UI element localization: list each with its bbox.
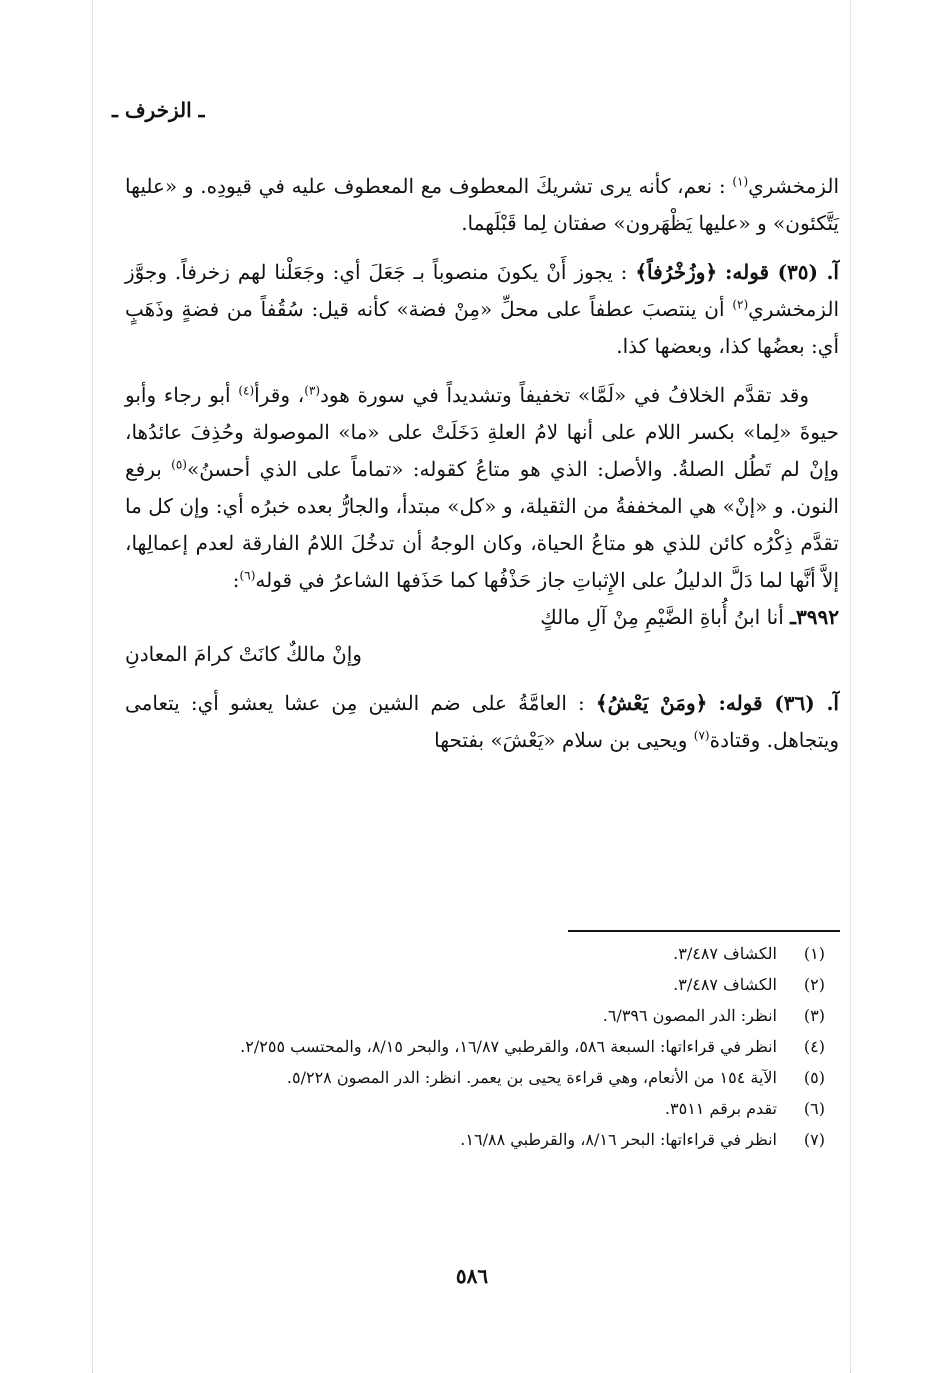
footnote-ref: (٧) xyxy=(693,728,710,743)
page-number: ٥٨٦ xyxy=(455,1264,489,1288)
paragraph-3: وقد تقدَّم الخلافُ في «لَمَّا» تخفيفاً وتشديداً في سورة هود$^{(٣)}$، وقرأ$^{(٤)}$ أبو رجاء وأبو حيوةَ «لِما» بكسر اللام على أنها لامُ العلةِ دَخَلَتْ على «ما» الموصولة وحُذِفَ عائدُها، وإنْ لم تَطُل الصلةُ. والأصل: الذي هو متاعُ كقوله: «تماماً على الذي أحسنُ»$^{(٥)}$ برفع النون. و «إنْ» هي المخففةُ من الثقيلة، و «كل» مبتدأ، والجارُّ بعده خبرُه أي: وإن كل ما تقدَّم ذِكْرُه كائن للذي هو متاعُ الحياة، وكان الوجهُ أن تدخُلَ اللامُ الفارقة لعدم إعمالِها، إلاَّ أنَّها لما دَلَّ الدليلُ على الإِثباتِ جاز حَذْفُها كما حَذَفها الشاعرُ في قوله$^{(٦)}$: xyxy=(125,383,839,592)
footnote: (١) الكشاف ٣/٤٨٧. xyxy=(673,944,825,963)
paragraph-verse-36: آ. (٣٦) قوله: ﴿ومَنْ يَعْشُ﴾ : العامَّةُ على ضم الشين مِن عشا يعشو أي: يتعامى ويتجاهل. وقتادة$^{(٧)}$ ويحيى بن سلام «يَعْشَ» بفتحها xyxy=(125,691,839,752)
running-head: ـ الزخرف ـ xyxy=(112,98,205,122)
quran-lemma: ﴿ومَنْ يَعْشُ﴾ xyxy=(595,691,708,715)
footnote-ref: (٥) xyxy=(171,457,187,472)
paragraph-verse-35: آ. (٣٥) قوله: ﴿وزُخْرُفاً﴾ : يجوز أَنْ يكونَ منصوباً بـ جَعَلَ أي: وجَعَلْنا لهم زخرفاً. وجوَّز الزمخشري$^{(٢)}$ أن ينتصبَ عطفاً على محلِّ «مِنْ فضة» كأنه قيل: سُقُفاً من فضةٍ وذَهَبٍ أي: بعضُها كذا، وبعضها كذا. xyxy=(125,260,839,358)
footnote: (٤) انظر في قراءاتها: السبعة ٥٨٦، والقرطبي ١٦/٨٧، والبحر ٨/١٥، والمحتسب ٢/٢٥٥. xyxy=(240,1037,825,1056)
verse-marker: آ. (٣٥) قوله: xyxy=(725,260,839,284)
footnote-ref: (٦) xyxy=(239,568,256,583)
footnote: (٧) انظر في قراءاتها: البحر ٨/١٦، والقرطبي ١٦/٨٨. xyxy=(460,1130,825,1149)
footnote: (٢) الكشاف ٣/٤٨٧. xyxy=(673,975,825,994)
verse-line-2: وإنْ مالكٌ كانَتْ كرامَ المعادنِ xyxy=(125,642,362,666)
main-text xyxy=(125,168,839,759)
scan-guide-line xyxy=(850,0,851,1373)
poem-verse xyxy=(125,599,839,673)
verse-line-1: ٣٩٩٢ـ أنا ابنُ أُباةِ الضَّيْمِ مِنْ آلِ مالكٍ xyxy=(540,605,839,629)
scan-guide-line xyxy=(92,0,93,1373)
quran-lemma: ﴿وزُخْرُفاً﴾ xyxy=(635,260,718,284)
paragraph-1: الزمخشري$^{(١)}$ : نعم، كأنه يرى تشريكَ المعطوف مع المعطوف عليه في قيودِه. و «عليها يَتَّكئون» و «عليها يَظْهَرون» صفتان لِما قَبْلَهما. xyxy=(125,174,839,235)
footnote-separator xyxy=(568,930,840,932)
footnote-ref: (٣) xyxy=(304,383,321,398)
footnotes xyxy=(135,938,825,1155)
verse-marker: آ. (٣٦) قوله: xyxy=(718,691,839,715)
verse-number: ٣٩٩٢ـ xyxy=(790,605,839,629)
footnote: (٣) انظر: الدر المصون ٦/٣٩٦. xyxy=(602,1006,825,1025)
footnote: (٦) تقدم برقم ٣٥١١. xyxy=(664,1099,825,1118)
footnote-ref: (٢) xyxy=(732,297,749,312)
footnote-ref: (١) xyxy=(732,174,749,189)
footnote-ref: (٤) xyxy=(238,383,255,398)
footnote: (٥) الآية ١٥٤ من الأنعام، وهي قراءة يحيى بن يعمر. انظر: الدر المصون ٥/٢٢٨. xyxy=(286,1068,825,1087)
